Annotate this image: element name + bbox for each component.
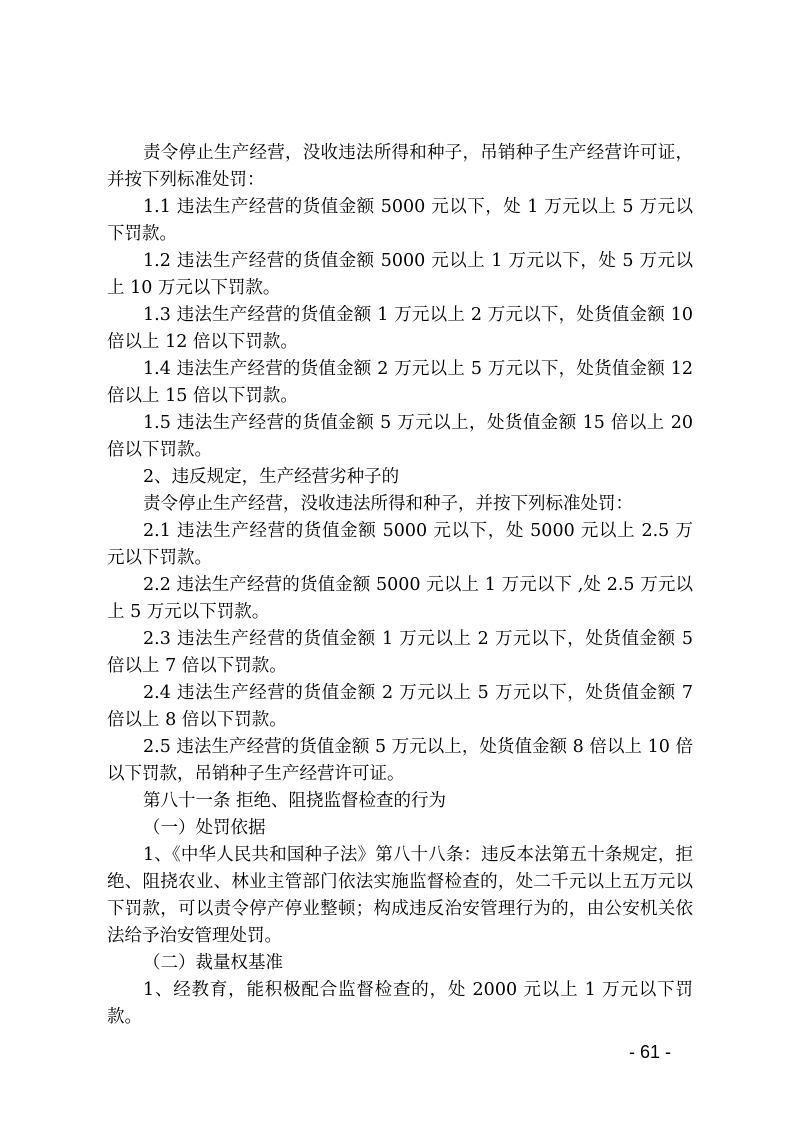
paragraph-clause-2-1: 2.1 违法生产经营的货值金额 5000 元以下，处 5000 元以上 2.5 万元以下罚款。: [107, 521, 693, 568]
paragraph-discretion-item-1: 1、经教育，能积极配合监督检查的，处 2000 元以上 1 万元以下罚款。: [107, 980, 693, 1027]
paragraph-clause-1-3: 1.3 违法生产经营的货值金额 1 万元以上 2 万元以下，处货值金额 10 倍以上 12 倍以下罚款。: [107, 305, 693, 352]
document-body: [107, 140, 693, 1031]
paragraph-seed-law-article-88: 1、《中华人民共和国种子法》第八十八条：违反本法第五十条规定，拒绝、阻挠农业、林业主管部门依法实施监督检查的，处二千元以上五万元以下罚款，可以责令停产停业整顿；构成违反治安管理行为的，由公安机关依法给予治安管理处罚。: [107, 845, 693, 946]
paragraph-clause-2-3: 2.3 违法生产经营的货值金额 1 万元以上 2 万元以下，处货值金额 5 倍以上 7 倍以下罚款。: [107, 629, 693, 676]
paragraph-clause-1-5: 1.5 违法生产经营的货值金额 5 万元以上，处货值金额 15 倍以上 20 倍以下罚款。: [107, 413, 693, 460]
paragraph-clause-2-5: 2.5 违法生产经营的货值金额 5 万元以上，处货值金额 8 倍以上 10 倍以下罚款，吊销种子生产经营许可证。: [107, 737, 693, 784]
paragraph-clause-1-4: 1.4 违法生产经营的货值金额 2 万元以上 5 万元以下，处货值金额 12 倍以上 15 倍以下罚款。: [107, 359, 693, 406]
paragraph-clause-1-2: 1.2 违法生产经营的货值金额 5000 元以上 1 万元以下，处 5 万元以上 10 万元以下罚款。: [107, 251, 693, 298]
page-number: - 61 -: [628, 1042, 671, 1062]
section-penalty-basis-heading: （一）处罚依据: [143, 818, 266, 838]
article-81-heading: 第八十一条 拒绝、阻挠监督检查的行为: [143, 791, 447, 811]
paragraph-revoke-license-penalty: 责令停止生产经营，没收违法所得和种子，吊销种子生产经营许可证，并按下列标准处罚：: [107, 143, 693, 190]
paragraph-clause-2-2: 2.2 违法生产经营的货值金额 5000 元以上 1 万元以下 ,处 2.5 万元以上 5 万元以下罚款。: [107, 575, 693, 622]
paragraph-item-2-heading: 2、违反规定，生产经营劣种子的: [143, 467, 400, 487]
paragraph-clause-2-4: 2.4 违法生产经营的货值金额 2 万元以上 5 万元以下，处货值金额 7 倍以上 8 倍以下罚款。: [107, 683, 693, 730]
paragraph-clause-1-1: 1.1 违法生产经营的货值金额 5000 元以下，处 1 万元以上 5 万元以下罚款。: [107, 197, 693, 244]
section-discretion-standard-heading: （二）裁量权基准: [143, 953, 283, 973]
paragraph-item-2-penalty: 责令停止生产经营，没收违法所得和种子，并按下列标准处罚：: [143, 494, 633, 514]
